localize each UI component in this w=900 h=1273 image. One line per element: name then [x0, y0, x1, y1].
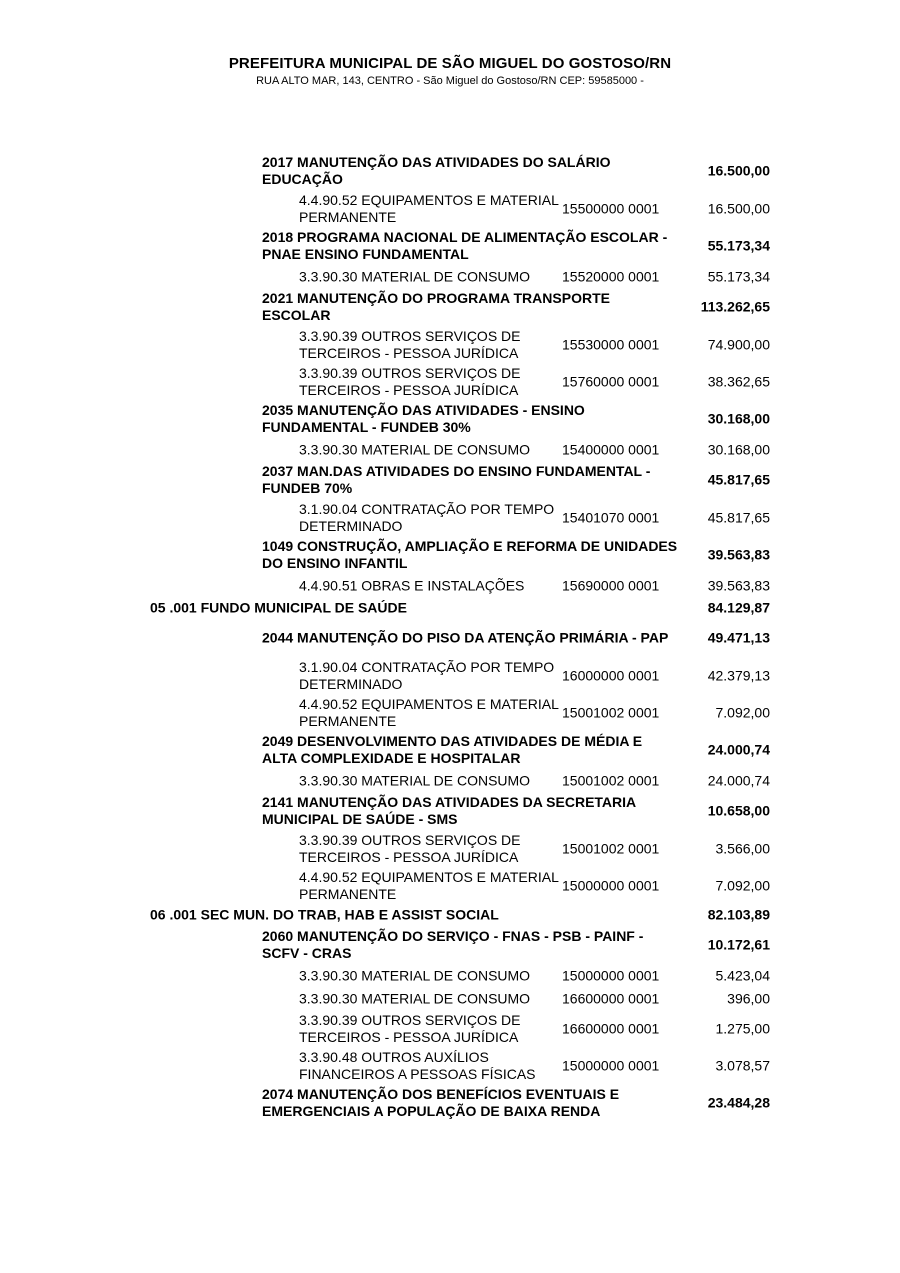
element-row-value: 7.092,00: [715, 704, 770, 720]
element-row: [0, 363, 900, 400]
action-row: [0, 536, 900, 574]
action-row: [0, 227, 900, 265]
action-row: [0, 152, 900, 190]
document-header: [0, 55, 900, 87]
element-row-value: 3.566,00: [715, 840, 770, 856]
action-row-value: 16.500,00: [707, 162, 770, 179]
page-subtitle: RUA ALTO MAR, 143, CENTRO - São Miguel do Gostoso/RN CEP: 59585000 -: [256, 75, 644, 87]
action-row-description: 1049 CONSTRUÇÃO, AMPLIAÇÃO E REFORMA DE UNIDADES DO ENSINO INFANTIL: [262, 538, 678, 571]
action-row-value: 30.168,00: [707, 410, 770, 427]
element-row-value: 396,00: [727, 990, 770, 1006]
source-code: 15520000 0001: [562, 268, 660, 284]
budget-table: [0, 152, 900, 1122]
source-code: 15400000 0001: [562, 441, 660, 457]
action-row: [0, 926, 900, 964]
element-row-value: 55.173,34: [707, 268, 770, 284]
element-row-description: 3.1.90.04 CONTRATAÇÃO POR TEMPO DETERMINADO: [299, 658, 555, 692]
unit-row-value: 84.129,87: [707, 599, 770, 616]
element-row: [0, 1010, 900, 1047]
action-row-description: 2035 MANUTENÇÃO DAS ATIVIDADES - ENSINO FUNDAMENTAL - FUNDEB 30%: [262, 402, 585, 435]
element-row-description: 4.4.90.52 EQUIPAMENTOS E MATERIAL PERMANENTE: [299, 191, 559, 225]
unit-row-value: 82.103,89: [707, 906, 770, 923]
action-row-description: 2017 MANUTENÇÃO DAS ATIVIDADES DO SALÁRIO EDUCAÇÃO: [262, 154, 611, 187]
element-row: [0, 265, 900, 288]
element-row-description: 3.3.90.30 MATERIAL DE CONSUMO: [299, 772, 531, 788]
action-row-value: 24.000,74: [707, 741, 770, 758]
source-code: 16600000 0001: [562, 990, 660, 1006]
element-row: [0, 694, 900, 731]
action-row-value: 10.658,00: [707, 802, 770, 819]
unit-row: [0, 904, 900, 926]
source-code: 15001002 0001: [562, 772, 660, 788]
element-row-value: 30.168,00: [707, 441, 770, 457]
element-row-description: 3.3.90.30 MATERIAL DE CONSUMO: [299, 268, 531, 284]
element-row: [0, 190, 900, 227]
action-row: [0, 619, 900, 657]
action-row-value: 49.471,13: [707, 629, 770, 646]
action-row: [0, 461, 900, 499]
source-code: 15530000 0001: [562, 336, 660, 352]
element-row-value: 1.275,00: [715, 1020, 770, 1036]
unit-row-description: 05 .001 FUNDO MUNICIPAL DE SAÚDE: [150, 599, 407, 616]
element-row-value: 38.362,65: [707, 373, 770, 389]
element-row-description: 3.3.90.48 OUTROS AUXÍLIOS FINANCEIROS A PESSOAS FÍSICAS: [299, 1048, 536, 1082]
source-code: 15690000 0001: [562, 577, 660, 593]
element-row: [0, 326, 900, 363]
element-row-description: 3.3.90.30 MATERIAL DE CONSUMO: [299, 441, 531, 457]
element-row-value: 45.817,65: [707, 509, 770, 525]
source-code: 15001002 0001: [562, 840, 660, 856]
source-code: 15500000 0001: [562, 200, 660, 216]
source-code: 15760000 0001: [562, 373, 660, 389]
element-row: [0, 830, 900, 867]
element-row: [0, 987, 900, 1010]
action-row-description: 2018 PROGRAMA NACIONAL DE ALIMENTAÇÃO ESCOLAR - PNAE ENSINO FUNDAMENTAL: [262, 229, 668, 262]
element-row: [0, 1047, 900, 1084]
action-row-description: 2141 MANUTENÇÃO DAS ATIVIDADES DA SECRETARIA MUNICIPAL DE SAÚDE - SMS: [262, 794, 636, 827]
element-row-value: 3.078,57: [715, 1057, 770, 1073]
action-row-description: 2074 MANUTENÇÃO DOS BENEFÍCIOS EVENTUAIS E EMERGENCIAIS A POPULAÇÃO DE BAIXA RENDA: [262, 1086, 620, 1119]
unit-row-description: 06 .001 SEC MUN. DO TRAB, HAB E ASSIST SOCIAL: [150, 906, 499, 923]
action-row: [0, 1084, 900, 1122]
source-code: 15000000 0001: [562, 1057, 660, 1073]
element-row-description: 3.1.90.04 CONTRATAÇÃO POR TEMPO DETERMINADO: [299, 500, 555, 534]
element-row-value: 24.000,74: [707, 772, 770, 788]
page-title: PREFEITURA MUNICIPAL DE SÃO MIGUEL DO GOSTOSO/RN: [228, 55, 672, 72]
action-row: [0, 792, 900, 830]
source-code: 15000000 0001: [562, 967, 660, 983]
unit-row: [0, 597, 900, 619]
action-row-value: 55.173,34: [707, 237, 770, 254]
element-row-description: 3.3.90.39 OUTROS SERVIÇOS DE TERCEIROS - PESSOA JURÍDICA: [299, 327, 521, 361]
action-row-description: 2060 MANUTENÇÃO DO SERVIÇO - FNAS - PSB - PAINF - SCFV - CRAS: [262, 928, 644, 961]
action-row-value: 23.484,28: [707, 1094, 770, 1111]
element-row-description: 3.3.90.30 MATERIAL DE CONSUMO: [299, 967, 531, 983]
action-row-description: 2037 MAN.DAS ATIVIDADES DO ENSINO FUNDAMENTAL - FUNDEB 70%: [262, 463, 651, 496]
element-row: [0, 964, 900, 987]
action-row-value: 39.563,83: [707, 546, 770, 563]
element-row-value: 5.423,04: [715, 967, 770, 983]
action-row: [0, 400, 900, 438]
source-code: 15401070 0001: [562, 509, 660, 525]
element-row-description: 4.4.90.52 EQUIPAMENTOS E MATERIAL PERMANENTE: [299, 695, 559, 729]
element-row: [0, 769, 900, 792]
element-row-description: 3.3.90.39 OUTROS SERVIÇOS DE TERCEIROS - PESSOA JURÍDICA: [299, 364, 521, 398]
action-row-description: 2044 MANUTENÇÃO DO PISO DA ATENÇÃO PRIMÁRIA - PAP: [262, 629, 669, 646]
element-row-description: 3.3.90.39 OUTROS SERVIÇOS DE TERCEIROS - PESSOA JURÍDICA: [299, 831, 521, 865]
element-row-description: 3.3.90.39 OUTROS SERVIÇOS DE TERCEIROS - PESSOA JURÍDICA: [299, 1011, 521, 1045]
action-row: [0, 288, 900, 326]
element-row-value: 7.092,00: [715, 877, 770, 893]
element-row: [0, 499, 900, 536]
element-row: [0, 867, 900, 904]
source-code: 16600000 0001: [562, 1020, 660, 1036]
action-row-description: 2021 MANUTENÇÃO DO PROGRAMA TRANSPORTE ESCOLAR: [262, 290, 610, 323]
source-code: 16000000 0001: [562, 667, 660, 683]
action-row-description: 2049 DESENVOLVIMENTO DAS ATIVIDADES DE MÉDIA E ALTA COMPLEXIDADE E HOSPITALAR: [262, 733, 643, 766]
element-row-value: 74.900,00: [707, 336, 770, 352]
element-row-description: 4.4.90.52 EQUIPAMENTOS E MATERIAL PERMANENTE: [299, 868, 559, 902]
action-row: [0, 731, 900, 769]
source-code: 15001002 0001: [562, 704, 660, 720]
element-row-value: 39.563,83: [707, 577, 770, 593]
action-row-value: 10.172,61: [707, 936, 770, 953]
element-row: [0, 574, 900, 597]
element-row: [0, 438, 900, 461]
element-row-value: 42.379,13: [707, 667, 770, 683]
action-row-value: 113.262,65: [700, 298, 770, 315]
action-row-value: 45.817,65: [707, 471, 770, 488]
source-code: 15000000 0001: [562, 877, 660, 893]
element-row: [0, 657, 900, 694]
element-row-description: 3.3.90.30 MATERIAL DE CONSUMO: [299, 990, 531, 1006]
element-row-value: 16.500,00: [707, 200, 770, 216]
element-row-description: 4.4.90.51 OBRAS E INSTALAÇÕES: [299, 577, 525, 593]
